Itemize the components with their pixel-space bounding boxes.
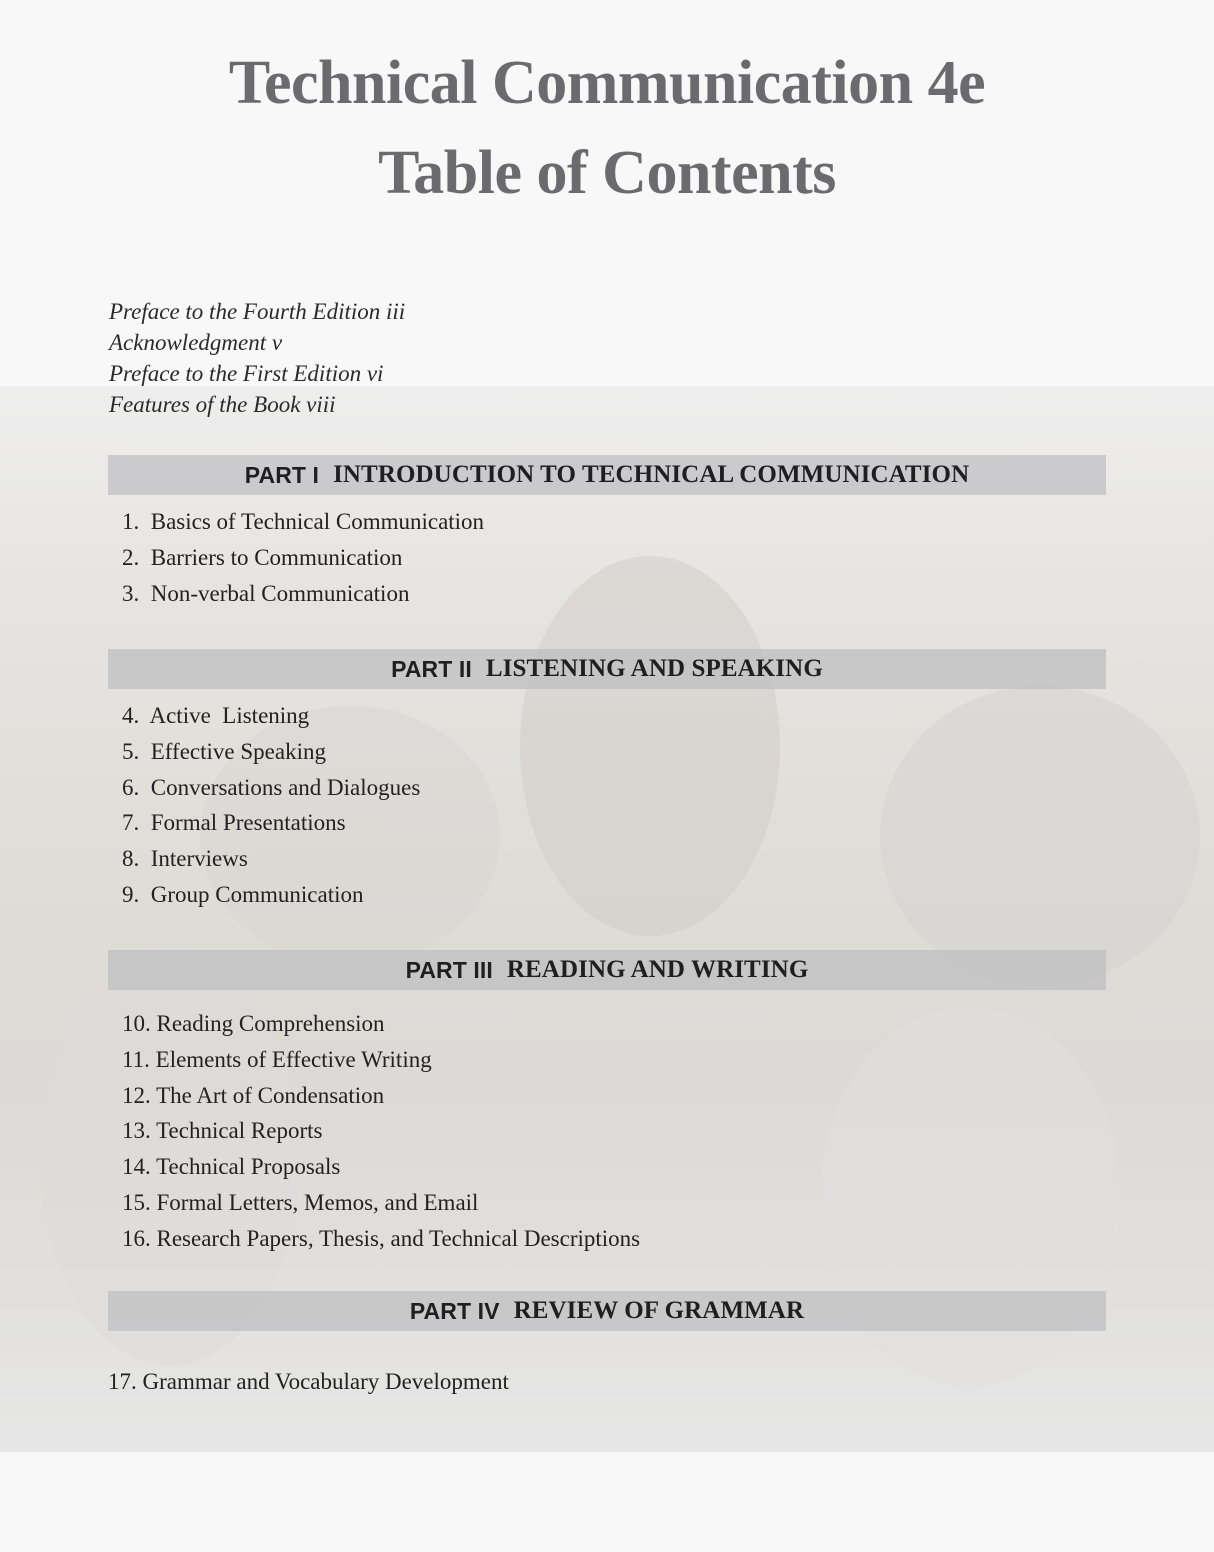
- chapter-item[interactable]: 12. The Art of Condensation: [122, 1082, 385, 1108]
- part-title: LISTENING AND SPEAKING: [485, 655, 823, 682]
- chapter-item[interactable]: 9. Group Communication: [122, 881, 364, 907]
- front-matter-list: [109, 296, 405, 420]
- part-number: PART II: [391, 655, 472, 682]
- front-matter-item[interactable]: Features of the Book viii: [109, 392, 336, 417]
- chapter-item[interactable]: 11. Elements of Effective Writing: [122, 1046, 432, 1072]
- part-heading-1: [108, 455, 1106, 495]
- part-heading-3: [108, 950, 1106, 990]
- chapter-list-part-3: [122, 1006, 640, 1257]
- chapter-item[interactable]: 17. Grammar and Vocabulary Development: [108, 1369, 509, 1394]
- chapter-item[interactable]: 10. Reading Comprehension: [122, 1011, 385, 1036]
- chapter-item[interactable]: 1. Basics of Technical Communication: [122, 509, 485, 534]
- chapter-item[interactable]: 3. Non-verbal Communication: [122, 580, 410, 606]
- part-number: PART I: [244, 461, 320, 488]
- photo-shape: [520, 556, 780, 936]
- chapter-item[interactable]: 6. Conversations and Dialogues: [122, 774, 421, 800]
- chapter-item[interactable]: 5. Effective Speaking: [122, 738, 326, 764]
- part-heading-2: [108, 649, 1106, 689]
- chapter-item[interactable]: 8. Interviews: [122, 846, 248, 872]
- front-matter-item[interactable]: Preface to the Fourth Edition iii: [109, 299, 406, 324]
- part-title: REVIEW OF GRAMMAR: [513, 1297, 805, 1324]
- part-number: PART III: [405, 956, 493, 983]
- part-title: READING AND WRITING: [506, 956, 809, 983]
- part-title: INTRODUCTION TO TECHNICAL COMMUNICATION: [333, 461, 970, 488]
- chapter-item[interactable]: 7. Formal Presentations: [122, 810, 346, 836]
- chapter-item[interactable]: 13. Technical Reports: [122, 1118, 323, 1144]
- title-line-2: Table of Contents: [378, 139, 836, 207]
- front-matter-item[interactable]: Preface to the First Edition vi: [109, 361, 384, 386]
- part-number: PART IV: [409, 1297, 500, 1324]
- front-matter-item[interactable]: Acknowledgment v: [109, 330, 283, 355]
- part-heading-4: [108, 1291, 1106, 1331]
- title-line-1: Technical Communication 4e: [228, 49, 986, 117]
- page-title: [0, 38, 1214, 218]
- chapter-list-part-1: [122, 504, 484, 611]
- chapter-list-part-4: [108, 1364, 509, 1400]
- photo-shape: [880, 686, 1200, 986]
- chapter-list-part-2: [122, 698, 420, 913]
- chapter-item[interactable]: 14. Technical Proposals: [122, 1154, 341, 1180]
- chapter-item[interactable]: 15. Formal Letters, Memos, and Email: [122, 1189, 479, 1215]
- chapter-item[interactable]: 2. Barriers to Communication: [122, 544, 403, 570]
- chapter-item[interactable]: 16. Research Papers, Thesis, and Technical Descriptions: [122, 1225, 641, 1251]
- chapter-item[interactable]: 4. Active Listening: [122, 703, 310, 728]
